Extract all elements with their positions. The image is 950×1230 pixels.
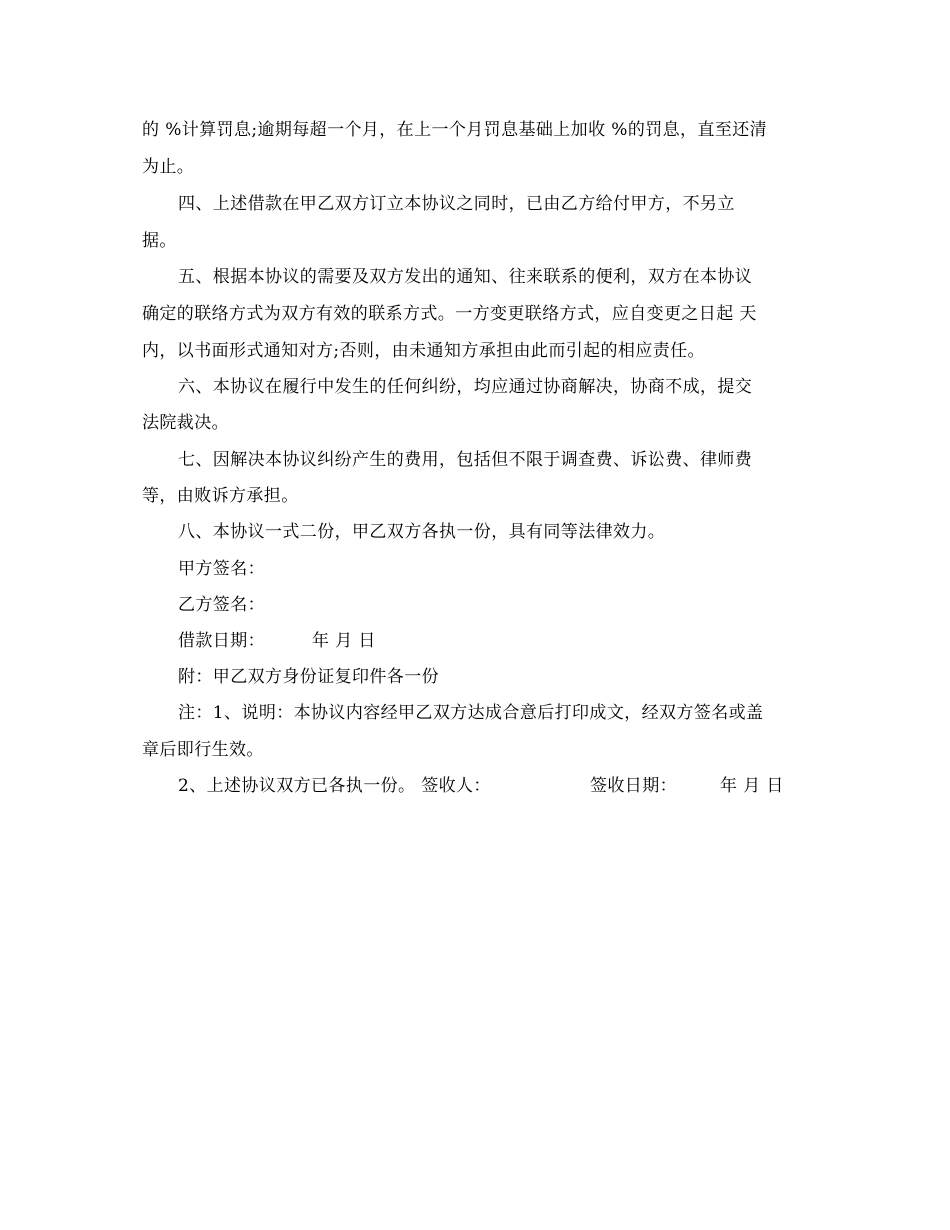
- note-1-line-2: 章后即行生效。: [142, 740, 264, 760]
- note-1-line-1: 注：1、说明：本协议内容经甲乙双方达成合意后打印成文，经双方签名或盖: [178, 703, 764, 723]
- clause-6-line-2: 法院裁决。: [142, 413, 229, 433]
- clause-5-line-3: 内，以书面形式通知对方;否则，由未通知方承担由此而引起的相应责任。: [142, 341, 705, 361]
- receipt-date-value: 年 月 日: [720, 776, 784, 796]
- receipt-date-label: 签收日期：: [590, 776, 677, 796]
- clause-6-line-1: 六、本协议在履行中发生的任何纠纷，均应通过协商解决，协商不成，提交: [178, 377, 753, 397]
- clause-3-line-2: 为止。: [142, 157, 195, 177]
- clause-4-line-2: 据。: [142, 231, 177, 251]
- clause-4-line-1: 四、上述借款在甲乙双方订立本协议之同时，已由乙方给付甲方，不另立: [178, 194, 735, 214]
- attachment-note: 附：甲乙双方身份证复印件各一份: [178, 667, 439, 687]
- clause-7-line-1: 七、因解决本协议纠纷产生的费用，包括但不限于调查费、诉讼费、律师费: [178, 450, 753, 470]
- party-b-signature-label: 乙方签名：: [178, 595, 265, 615]
- clause-8-line-1: 八、本协议一式二份，甲乙双方各执一份，具有同等法律效力。: [178, 522, 666, 542]
- loan-date-label: 借款日期：: [178, 631, 265, 651]
- clause-5-line-1: 五、根据本协议的需要及双方发出的通知、往来联系的便利，双方在本协议: [178, 267, 753, 287]
- clause-7-line-2: 等，由败诉方承担。: [142, 486, 299, 506]
- note-2-text: 2、上述协议双方已各执一份。 签收人：: [178, 776, 491, 796]
- clause-5-line-2: 确定的联络方式为双方有效的联系方式。一方变更联络方式，应自变更之日起 天: [142, 304, 757, 324]
- clause-3-line-1: 的 %计算罚息;逾期每超一个月，在上一个月罚息基础上加收 %的罚息，直至还清: [142, 120, 768, 140]
- party-a-signature-label: 甲方签名：: [178, 559, 265, 579]
- loan-date-value: 年 月 日: [312, 631, 376, 651]
